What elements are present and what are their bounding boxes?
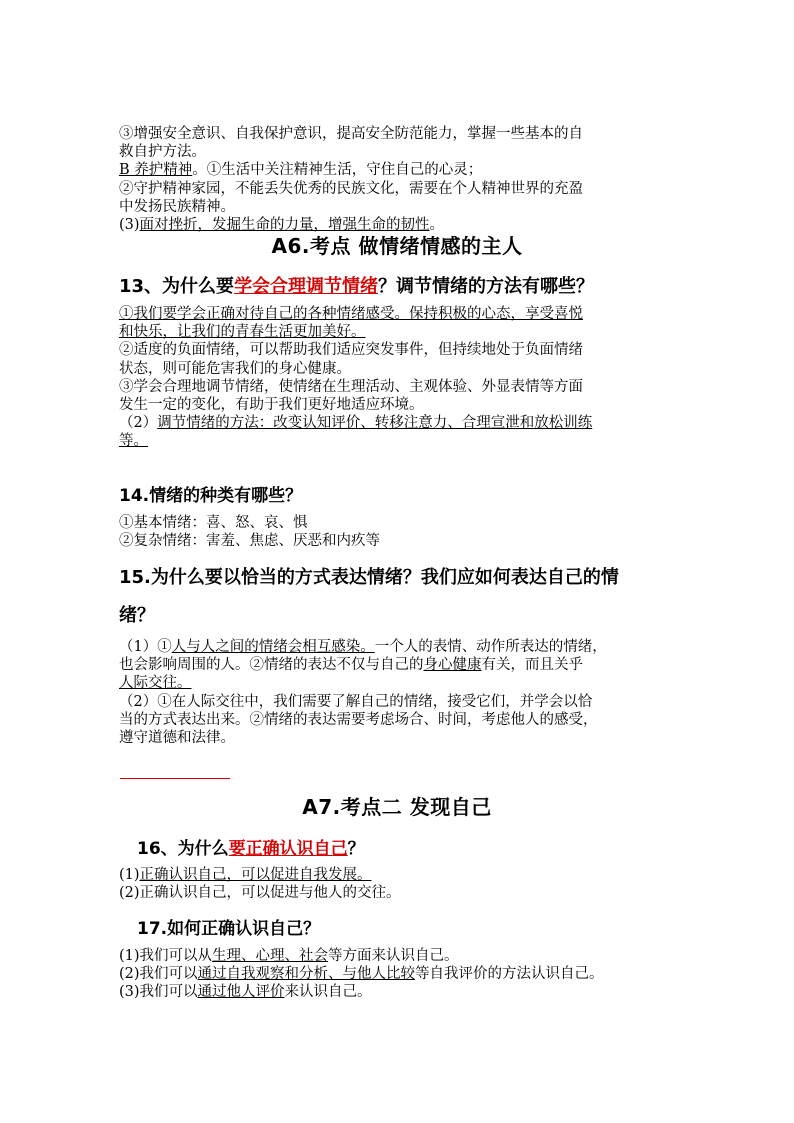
question-13 <box>119 272 594 298</box>
answer-14 <box>119 514 679 550</box>
text-line <box>119 947 679 965</box>
underlined-text: 生理、心理、社会 <box>212 948 329 964</box>
text-line <box>119 414 679 432</box>
text-line <box>119 866 679 884</box>
text-span: 一个人的表情、动作所表达的情绪， <box>374 639 607 655</box>
text-line <box>119 674 679 692</box>
text-line: ③增强安全意识、自我保护意识，提高安全防范能力，掌握一些基本的自 <box>119 126 583 142</box>
question-text: ？调节情绪的方法有哪些？ <box>378 276 595 297</box>
section-title-a7: A7.考点二 发现自己 <box>302 795 492 819</box>
underlined-text: 人际交往。 <box>119 675 192 692</box>
text-span: (3) <box>119 217 140 234</box>
highlight-text: 学会合理调节情绪 <box>234 276 379 297</box>
section-title-a6: A6.考点 做情绪情感的主人 <box>271 234 523 258</box>
text-line: （2）①在人际交往中，我们需要了解自己的情绪，接受它们，并学会以恰 <box>119 693 593 710</box>
text-line <box>119 638 679 656</box>
question-14: 14.情绪的种类有哪些？ <box>119 486 303 506</box>
text-line: 救自护方法。 <box>119 144 206 161</box>
text-line: 发生一定的变化，有助于我们更好地适应环境。 <box>119 397 424 414</box>
underlined-text: 调节情绪的方法：改变认知评价、转移注意力、合理宣泄和放松训练 <box>157 415 593 432</box>
text-line: 状态，则可能危害我们的身心健康。 <box>119 360 351 377</box>
answer-16 <box>119 866 679 902</box>
text-span: 等自我评价的方法认识自己。 <box>415 966 604 983</box>
intro-block <box>119 125 679 234</box>
underlined-text: 人与人之间的情绪会相互感染。 <box>171 639 375 655</box>
text-line <box>119 305 679 323</box>
text-span: （1）① <box>119 639 172 655</box>
underlined-text: 和快乐，让我们的青春生活更加美好。 <box>119 324 366 341</box>
underlined-text: 正确认识自己，可以促进自我发展。 <box>139 867 372 883</box>
red-divider <box>120 778 230 779</box>
question-15-line2: 绪？ <box>119 605 155 626</box>
question-text: 16、为什么 <box>137 839 229 859</box>
text-span: 。①生活中关注精神生活，守住自己的心灵； <box>192 162 483 179</box>
question-16 <box>137 834 365 859</box>
underlined-text: 等。 <box>119 433 148 450</box>
text-line: ③学会合理地调节情绪，使情绪在生理活动、主观体验、外显表情等方面 <box>119 378 583 395</box>
underlined-text: 通过自我观察和分析、与他人比较 <box>197 966 416 983</box>
text-span: （2） <box>119 415 158 432</box>
text-line <box>119 161 679 179</box>
text-span: 也会影响周围的人。②情绪的表达不仅与自己的 <box>119 657 424 674</box>
text-span: 等方面来认识自己。 <box>328 948 459 964</box>
text-line: ②适度的负面情绪，可以帮助我们适应突发事件，但持续地处于负面情绪 <box>119 342 583 359</box>
question-text: 13、为什么要 <box>119 276 235 297</box>
answer-15 <box>119 638 679 747</box>
text-line: 中发扬民族精神。 <box>119 198 235 215</box>
text-span: (1)我们可以从 <box>119 948 213 964</box>
underlined-text: 通过他人评价 <box>197 984 285 1001</box>
text-line <box>119 432 679 450</box>
text-line <box>119 965 679 983</box>
text-line <box>119 656 679 674</box>
question-17: 17.如何正确认识自己？ <box>137 919 321 939</box>
text-line: 遵守道德和法律。 <box>119 730 235 747</box>
question-text: ？ <box>347 839 365 859</box>
text-line: 当的方式表达出来。②情绪的表达需要考虑场合、时间，考虑他人的感受， <box>119 711 598 728</box>
answer-17 <box>119 947 679 1002</box>
highlight-text: 要正确认识自己 <box>228 839 348 859</box>
text-line: ②复杂情绪：害羞、焦虑、厌恶和内疚等 <box>119 533 380 550</box>
text-span: 。 <box>429 217 445 234</box>
text-span: 来认识自己。 <box>284 984 372 1001</box>
question-15-line1: 15.为什么要以恰当的方式表达情绪？我们应如何表达自己的情 <box>119 567 619 588</box>
underlined-text: 身心健康 <box>423 657 482 674</box>
underlined-text: B 养护精神 <box>119 162 193 179</box>
text-line: ②守护精神家园，不能丢失优秀的民族文化，需要在个人精神世界的充盈 <box>119 180 583 197</box>
text-line <box>119 983 679 1001</box>
text-span: (1) <box>119 867 140 883</box>
text-span: (2)我们可以 <box>119 966 198 983</box>
text-line <box>119 323 679 341</box>
answer-13 <box>119 305 679 451</box>
underlined-text: 面对挫折，发掘生命的力量，增强生命的韧性 <box>139 217 430 234</box>
text-line: (2)正确认识自己，可以促进与他人的交往。 <box>119 885 401 902</box>
text-span: (3)我们可以 <box>119 984 198 1001</box>
underlined-text: ①我们要学会正确对待自己的各种情绪感受。保持积极的心态，享受喜悦 <box>119 306 583 322</box>
text-line: ①基本情绪：喜、怒、哀、惧 <box>119 515 308 531</box>
text-span: 有关，而且关乎 <box>481 657 583 674</box>
